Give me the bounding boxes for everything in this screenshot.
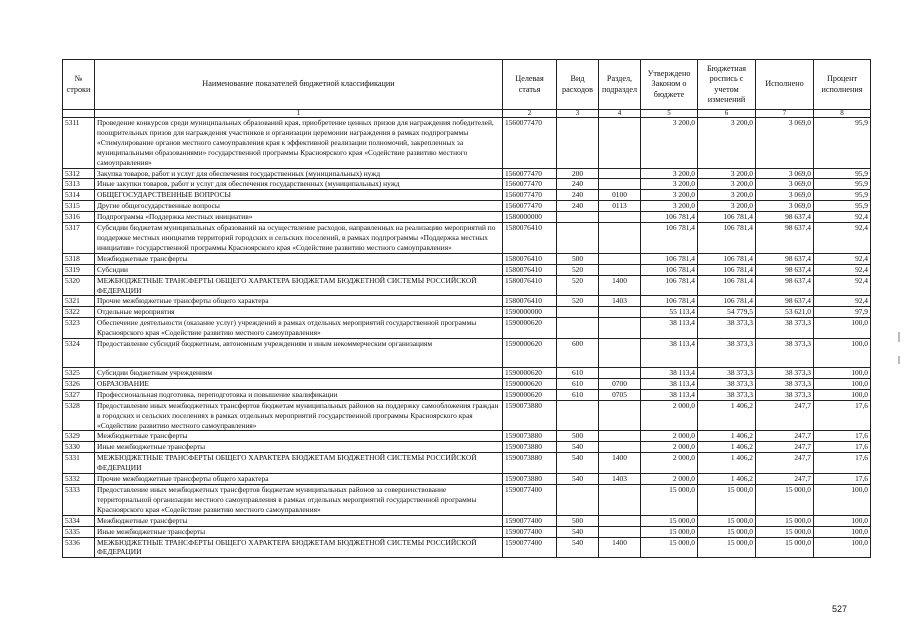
target-article-cell: 1590073880 <box>503 400 557 431</box>
expense-type-cell: 520 <box>557 264 599 275</box>
header-indicator-name: Наименование показателей бюджетной классификации <box>95 60 503 110</box>
percent-cell: 92,4 <box>814 223 871 254</box>
executed-amount-cell: 247,7 <box>756 474 814 485</box>
section-cell <box>599 168 641 179</box>
approved-amount-cell: 106 781,4 <box>641 264 698 275</box>
target-article-cell: 1580000000 <box>503 212 557 223</box>
approved-amount-cell: 2 000,0 <box>641 431 698 442</box>
row-number-cell: 5329 <box>63 431 95 442</box>
approved-amount-cell: 38 113,4 <box>641 368 698 379</box>
approved-amount-cell: 38 113,4 <box>641 339 698 368</box>
percent-cell: 95,9 <box>814 190 871 201</box>
executed-amount-cell: 247,7 <box>756 400 814 431</box>
executed-amount-cell: 3 069,0 <box>756 179 814 190</box>
target-article-cell: 1590000620 <box>503 318 557 339</box>
row-number-cell: 5313 <box>63 179 95 190</box>
schedule-amount-cell: 38 373,3 <box>698 339 756 368</box>
schedule-amount-cell: 3 200,0 <box>698 168 756 179</box>
target-article-cell: 1590000620 <box>503 389 557 400</box>
target-article-cell: 1580076410 <box>503 296 557 307</box>
percent-cell: 100,0 <box>814 339 871 368</box>
indicator-name-cell: Субсидии бюджетным учреждениям <box>95 368 503 379</box>
section-cell <box>599 400 641 431</box>
schedule-amount-cell: 1 406,2 <box>698 400 756 431</box>
expense-type-cell: 500 <box>557 253 599 264</box>
row-number-cell: 5324 <box>63 339 95 368</box>
row-number-cell: 5314 <box>63 190 95 201</box>
approved-amount-cell: 15 000,0 <box>641 537 698 558</box>
approved-amount-cell: 2 000,0 <box>641 400 698 431</box>
percent-cell: 95,9 <box>814 179 871 190</box>
row-number-cell: 5336 <box>63 537 95 558</box>
indicator-name-cell: Межбюджетные трансферты <box>95 515 503 526</box>
approved-amount-cell: 106 781,4 <box>641 275 698 296</box>
approved-amount-cell: 15 000,0 <box>641 515 698 526</box>
schedule-amount-cell: 15 000,0 <box>698 515 756 526</box>
column-number-row <box>63 110 871 118</box>
schedule-amount-cell: 1 406,2 <box>698 453 756 474</box>
indicator-name-cell: Обеспечение деятельности (оказание услуг) учреждений в рамках отдельных мероприятий государственной программы Красноярского края «Содействие развитию местного самоуправления» <box>95 318 503 339</box>
expense-type-cell <box>557 212 599 223</box>
row-number-cell: 5320 <box>63 275 95 296</box>
target-article-cell: 1560077470 <box>503 118 557 169</box>
target-article-cell: 1590000620 <box>503 378 557 389</box>
indicator-name-cell: Субсидии <box>95 264 503 275</box>
executed-amount-cell: 38 373,3 <box>756 389 814 400</box>
percent-cell: 100,0 <box>814 485 871 516</box>
approved-amount-cell: 3 200,0 <box>641 168 698 179</box>
executed-amount-cell: 15 000,0 <box>756 515 814 526</box>
indicator-name-cell: Прочие межбюджетные трансферты общего характера <box>95 296 503 307</box>
expense-type-cell: 240 <box>557 201 599 212</box>
indicator-name-cell: Субсидии бюджетам муниципальных образований на осуществление расходов, направленных на реализацию мероприятий по поддержке местных инициатив территорий городских и сельских поселений, в рамках подпрограммы «Поддержка местных инициатив» государственной программы Красноярского края «Содействие развитию местного самоуправления» <box>95 223 503 254</box>
target-article-cell: 1580076410 <box>503 275 557 296</box>
row-number-cell: 5325 <box>63 368 95 379</box>
expense-type-cell: 610 <box>557 368 599 379</box>
expense-type-cell: 540 <box>557 442 599 453</box>
section-cell: 1403 <box>599 474 641 485</box>
schedule-amount-cell: 106 781,4 <box>698 264 756 275</box>
executed-amount-cell: 247,7 <box>756 431 814 442</box>
schedule-amount-cell: 106 781,4 <box>698 275 756 296</box>
column-number: 7 <box>756 110 814 118</box>
row-number-cell: 5315 <box>63 201 95 212</box>
expense-type-cell: 540 <box>557 537 599 558</box>
percent-cell: 100,0 <box>814 389 871 400</box>
indicator-name-cell: Другие общегосударственные вопросы <box>95 201 503 212</box>
table-row <box>63 474 871 485</box>
expense-type-cell: 520 <box>557 275 599 296</box>
target-article-cell: 1560077470 <box>503 201 557 212</box>
table-row <box>63 190 871 201</box>
section-cell <box>599 179 641 190</box>
expense-type-cell: 520 <box>557 296 599 307</box>
approved-amount-cell: 2 000,0 <box>641 442 698 453</box>
section-cell <box>599 515 641 526</box>
section-cell <box>599 368 641 379</box>
column-number: 4 <box>599 110 641 118</box>
percent-cell: 17,6 <box>814 442 871 453</box>
schedule-amount-cell: 15 000,0 <box>698 526 756 537</box>
schedule-amount-cell: 38 373,3 <box>698 318 756 339</box>
approved-amount-cell: 38 113,4 <box>641 318 698 339</box>
section-cell <box>599 318 641 339</box>
table-row <box>63 118 871 169</box>
table-row <box>63 526 871 537</box>
expense-type-cell: 610 <box>557 389 599 400</box>
table-header <box>63 60 871 118</box>
table-row <box>63 318 871 339</box>
executed-amount-cell: 98 637,4 <box>756 253 814 264</box>
table-row <box>63 537 871 558</box>
expense-type-cell <box>557 118 599 169</box>
indicator-name-cell: Иные закупки товаров, работ и услуг для обеспечения государственных (муниципальных) нужд <box>95 179 503 190</box>
section-cell: 1403 <box>599 296 641 307</box>
target-article-cell: 1560077470 <box>503 168 557 179</box>
executed-amount-cell: 3 069,0 <box>756 190 814 201</box>
executed-amount-cell: 98 637,4 <box>756 296 814 307</box>
target-article-cell: 1580076410 <box>503 223 557 254</box>
executed-amount-cell: 98 637,4 <box>756 212 814 223</box>
section-cell <box>599 307 641 318</box>
percent-cell: 95,9 <box>814 168 871 179</box>
table-row <box>63 431 871 442</box>
row-number-cell: 5316 <box>63 212 95 223</box>
target-article-cell: 1590077400 <box>503 485 557 516</box>
expense-type-cell <box>557 318 599 339</box>
percent-cell: 92,4 <box>814 275 871 296</box>
executed-amount-cell: 98 637,4 <box>756 223 814 254</box>
indicator-name-cell: Межбюджетные трансферты <box>95 431 503 442</box>
approved-amount-cell: 38 113,4 <box>641 378 698 389</box>
indicator-name-cell: Закупка товаров, работ и услуг для обеспечения государственных (муниципальных) нужд <box>95 168 503 179</box>
executed-amount-cell: 38 373,3 <box>756 318 814 339</box>
target-article-cell: 1590000620 <box>503 339 557 368</box>
approved-amount-cell: 38 113,4 <box>641 389 698 400</box>
table-row <box>63 485 871 516</box>
table-row <box>63 368 871 379</box>
indicator-name-cell: Проведение конкурсов среди муниципальных образований края, приобретение ценных призов для награждения победителей, поощрительных призов для награждения участников и организации церемонии награждения в рамках подпрограммы «Стимулирование органов местного самоуправления края к эффективной реализации полномочий, закрепленных за муниципальными образованиями» государственной программы Красноярского края «Содействие развитию местного самоуправления» <box>95 118 503 169</box>
indicator-name-cell: Иные межбюджетные трансферты <box>95 526 503 537</box>
header-schedule: Бюджетная роспись с учетом изменений <box>698 60 756 110</box>
schedule-amount-cell: 1 406,2 <box>698 442 756 453</box>
table-row <box>63 275 871 296</box>
row-number-cell: 5326 <box>63 378 95 389</box>
percent-cell: 92,4 <box>814 212 871 223</box>
row-number-cell: 5321 <box>63 296 95 307</box>
target-article-cell: 1560077470 <box>503 179 557 190</box>
header-section: Раздел, подраздел <box>599 60 641 110</box>
table-row <box>63 339 871 368</box>
executed-amount-cell: 3 069,0 <box>756 201 814 212</box>
section-cell <box>599 118 641 169</box>
table-row <box>63 168 871 179</box>
table-row <box>63 378 871 389</box>
section-cell: 0113 <box>599 201 641 212</box>
indicator-name-cell: МЕЖБЮДЖЕТНЫЕ ТРАНСФЕРТЫ ОБЩЕГО ХАРАКТЕРА БЮДЖЕТАМ БЮДЖЕТНОЙ СИСТЕМЫ РОССИЙСКОЙ ФЕДЕРАЦИИ <box>95 453 503 474</box>
table-row <box>63 179 871 190</box>
indicator-name-cell: Подпрограмма «Поддержка местных инициатив» <box>95 212 503 223</box>
row-number-cell: 5333 <box>63 485 95 516</box>
target-article-cell: 1590073880 <box>503 431 557 442</box>
header-approved: Утверждено Законом о бюджете <box>641 60 698 110</box>
header-expense-type: Вид расходов <box>557 60 599 110</box>
percent-cell: 100,0 <box>814 378 871 389</box>
expense-type-cell: 540 <box>557 453 599 474</box>
schedule-amount-cell: 3 200,0 <box>698 118 756 169</box>
target-article-cell: 1590073880 <box>503 442 557 453</box>
indicator-name-cell: Иные межбюджетные трансферты <box>95 442 503 453</box>
target-article-cell: 1590000620 <box>503 368 557 379</box>
row-number-cell: 5312 <box>63 168 95 179</box>
expense-type-cell: 610 <box>557 378 599 389</box>
executed-amount-cell: 53 621,0 <box>756 307 814 318</box>
scan-margin-mark <box>898 356 900 364</box>
expense-type-cell: 200 <box>557 168 599 179</box>
header-percent: Процент исполнения <box>814 60 871 110</box>
schedule-amount-cell: 106 781,4 <box>698 212 756 223</box>
schedule-amount-cell: 106 781,4 <box>698 253 756 264</box>
percent-cell: 95,9 <box>814 201 871 212</box>
approved-amount-cell: 15 000,0 <box>641 485 698 516</box>
section-cell <box>599 442 641 453</box>
target-article-cell: 1590077400 <box>503 537 557 558</box>
section-cell: 0705 <box>599 389 641 400</box>
percent-cell: 17,6 <box>814 453 871 474</box>
percent-cell: 92,4 <box>814 296 871 307</box>
approved-amount-cell: 3 200,0 <box>641 179 698 190</box>
row-number-cell: 5318 <box>63 253 95 264</box>
approved-amount-cell: 55 113,4 <box>641 307 698 318</box>
target-article-cell: 1580076410 <box>503 253 557 264</box>
section-cell: 1400 <box>599 275 641 296</box>
percent-cell: 92,4 <box>814 253 871 264</box>
indicator-name-cell: МЕЖБЮДЖЕТНЫЕ ТРАНСФЕРТЫ ОБЩЕГО ХАРАКТЕРА БЮДЖЕТАМ БЮДЖЕТНОЙ СИСТЕМЫ РОССИЙСКОЙ ФЕДЕРАЦИИ <box>95 537 503 558</box>
schedule-amount-cell: 106 781,4 <box>698 223 756 254</box>
section-cell: 1400 <box>599 537 641 558</box>
approved-amount-cell: 106 781,4 <box>641 253 698 264</box>
row-number-cell: 5311 <box>63 118 95 169</box>
row-number-cell: 5319 <box>63 264 95 275</box>
target-article-cell: 1590077400 <box>503 526 557 537</box>
schedule-amount-cell: 15 000,0 <box>698 485 756 516</box>
executed-amount-cell: 38 373,3 <box>756 339 814 368</box>
target-article-cell: 1580076410 <box>503 264 557 275</box>
expense-type-cell: 240 <box>557 190 599 201</box>
expense-type-cell <box>557 307 599 318</box>
target-article-cell: 1590000000 <box>503 307 557 318</box>
indicator-name-cell: Межбюджетные трансферты <box>95 253 503 264</box>
table-row <box>63 223 871 254</box>
section-cell: 0700 <box>599 378 641 389</box>
approved-amount-cell: 106 781,4 <box>641 223 698 254</box>
schedule-amount-cell: 3 200,0 <box>698 190 756 201</box>
percent-cell: 95,9 <box>814 118 871 169</box>
target-article-cell: 1560077470 <box>503 190 557 201</box>
column-number: 5 <box>641 110 698 118</box>
approved-amount-cell: 2 000,0 <box>641 474 698 485</box>
row-number-cell: 5317 <box>63 223 95 254</box>
row-number-cell: 5334 <box>63 515 95 526</box>
indicator-name-cell: Предоставление субсидий бюджетным, автономным учреждениям и иным некоммерческим организациям <box>95 339 503 368</box>
percent-cell: 100,0 <box>814 318 871 339</box>
row-number-cell: 5330 <box>63 442 95 453</box>
table-row <box>63 307 871 318</box>
executed-amount-cell: 98 637,4 <box>756 264 814 275</box>
row-number-cell: 5322 <box>63 307 95 318</box>
row-number-cell: 5331 <box>63 453 95 474</box>
expense-type-cell: 500 <box>557 515 599 526</box>
section-cell <box>599 223 641 254</box>
row-number-cell: 5323 <box>63 318 95 339</box>
percent-cell: 100,0 <box>814 515 871 526</box>
table-row <box>63 400 871 431</box>
indicator-name-cell: Предоставление иных межбюджетных трансфертов бюджетам муниципальных районов на поддержку самообложения граждан в городских и сельских поселениях в рамках отдельных мероприятий государственной программы Красноярского края «Содействие развитию местного самоуправления» <box>95 400 503 431</box>
table-row <box>63 201 871 212</box>
indicator-name-cell: ОБЩЕГОСУДАРСТВЕННЫЕ ВОПРОСЫ <box>95 190 503 201</box>
table-row <box>63 212 871 223</box>
approved-amount-cell: 3 200,0 <box>641 190 698 201</box>
table-body <box>63 118 871 558</box>
executed-amount-cell: 247,7 <box>756 453 814 474</box>
header-executed: Исполнено <box>756 60 814 110</box>
executed-amount-cell: 15 000,0 <box>756 485 814 516</box>
percent-cell: 17,6 <box>814 431 871 442</box>
indicator-name-cell: Предоставление иных межбюджетных трансфертов бюджетам муниципальных районов за совершенствование территориальной организации местного самоуправления в рамках отдельных мероприятий государственной программы Красноярского края «Содействие развитию местного самоуправления» <box>95 485 503 516</box>
column-number: 6 <box>698 110 756 118</box>
section-cell <box>599 264 641 275</box>
header-row-number: № строки <box>63 60 95 110</box>
table-row <box>63 442 871 453</box>
approved-amount-cell: 3 200,0 <box>641 201 698 212</box>
executed-amount-cell: 15 000,0 <box>756 526 814 537</box>
budget-table <box>62 59 871 558</box>
expense-type-cell: 540 <box>557 526 599 537</box>
schedule-amount-cell: 3 200,0 <box>698 179 756 190</box>
section-cell <box>599 212 641 223</box>
header-target-article: Целевая статья <box>503 60 557 110</box>
schedule-amount-cell: 38 373,3 <box>698 378 756 389</box>
indicator-name-cell: МЕЖБЮДЖЕТНЫЕ ТРАНСФЕРТЫ ОБЩЕГО ХАРАКТЕРА БЮДЖЕТАМ БЮДЖЕТНОЙ СИСТЕМЫ РОССИЙСКОЙ ФЕДЕРАЦИИ <box>95 275 503 296</box>
column-number <box>63 110 95 118</box>
percent-cell: 100,0 <box>814 537 871 558</box>
target-article-cell: 1590073880 <box>503 453 557 474</box>
expense-type-cell <box>557 485 599 516</box>
row-number-cell: 5328 <box>63 400 95 431</box>
schedule-amount-cell: 106 781,4 <box>698 296 756 307</box>
expense-type-cell: 500 <box>557 431 599 442</box>
executed-amount-cell: 3 069,0 <box>756 118 814 169</box>
approved-amount-cell: 106 781,4 <box>641 296 698 307</box>
schedule-amount-cell: 1 406,2 <box>698 474 756 485</box>
percent-cell: 92,4 <box>814 264 871 275</box>
approved-amount-cell: 3 200,0 <box>641 118 698 169</box>
row-number-cell: 5327 <box>63 389 95 400</box>
indicator-name-cell: ОБРАЗОВАНИЕ <box>95 378 503 389</box>
page-number: 527 <box>832 604 848 614</box>
percent-cell: 97,9 <box>814 307 871 318</box>
schedule-amount-cell: 38 373,3 <box>698 389 756 400</box>
schedule-amount-cell: 15 000,0 <box>698 537 756 558</box>
target-article-cell: 1590077400 <box>503 515 557 526</box>
section-cell: 0100 <box>599 190 641 201</box>
executed-amount-cell: 38 373,3 <box>756 378 814 389</box>
section-cell: 1400 <box>599 453 641 474</box>
indicator-name-cell: Отдельные мероприятия <box>95 307 503 318</box>
expense-type-cell: 600 <box>557 339 599 368</box>
schedule-amount-cell: 38 373,3 <box>698 368 756 379</box>
percent-cell: 100,0 <box>814 526 871 537</box>
scan-margin-mark <box>898 332 900 342</box>
table-row <box>63 253 871 264</box>
table-row <box>63 296 871 307</box>
executed-amount-cell: 98 637,4 <box>756 275 814 296</box>
column-number: 8 <box>814 110 871 118</box>
indicator-name-cell: Профессиональная подготовка, переподготовка и повышение квалификации <box>95 389 503 400</box>
schedule-amount-cell: 1 406,2 <box>698 431 756 442</box>
executed-amount-cell: 3 069,0 <box>756 168 814 179</box>
column-number: 1 <box>95 110 503 118</box>
percent-cell: 100,0 <box>814 368 871 379</box>
executed-amount-cell: 38 373,3 <box>756 368 814 379</box>
expense-type-cell <box>557 400 599 431</box>
schedule-amount-cell: 3 200,0 <box>698 201 756 212</box>
section-cell <box>599 253 641 264</box>
approved-amount-cell: 106 781,4 <box>641 212 698 223</box>
executed-amount-cell: 15 000,0 <box>756 537 814 558</box>
row-number-cell: 5335 <box>63 526 95 537</box>
approved-amount-cell: 15 000,0 <box>641 526 698 537</box>
expense-type-cell <box>557 223 599 254</box>
section-cell <box>599 485 641 516</box>
target-article-cell: 1590073880 <box>503 474 557 485</box>
executed-amount-cell: 247,7 <box>756 442 814 453</box>
indicator-name-cell: Прочие межбюджетные трансферты общего характера <box>95 474 503 485</box>
approved-amount-cell: 2 000,0 <box>641 453 698 474</box>
section-cell <box>599 526 641 537</box>
column-number: 3 <box>557 110 599 118</box>
section-cell <box>599 339 641 368</box>
schedule-amount-cell: 54 779,5 <box>698 307 756 318</box>
table-row <box>63 453 871 474</box>
percent-cell: 17,6 <box>814 474 871 485</box>
column-number: 2 <box>503 110 557 118</box>
expense-type-cell: 540 <box>557 474 599 485</box>
row-number-cell: 5332 <box>63 474 95 485</box>
table-row <box>63 389 871 400</box>
table-row <box>63 264 871 275</box>
section-cell <box>599 431 641 442</box>
percent-cell: 17,6 <box>814 400 871 431</box>
table-row <box>63 515 871 526</box>
expense-type-cell: 240 <box>557 179 599 190</box>
